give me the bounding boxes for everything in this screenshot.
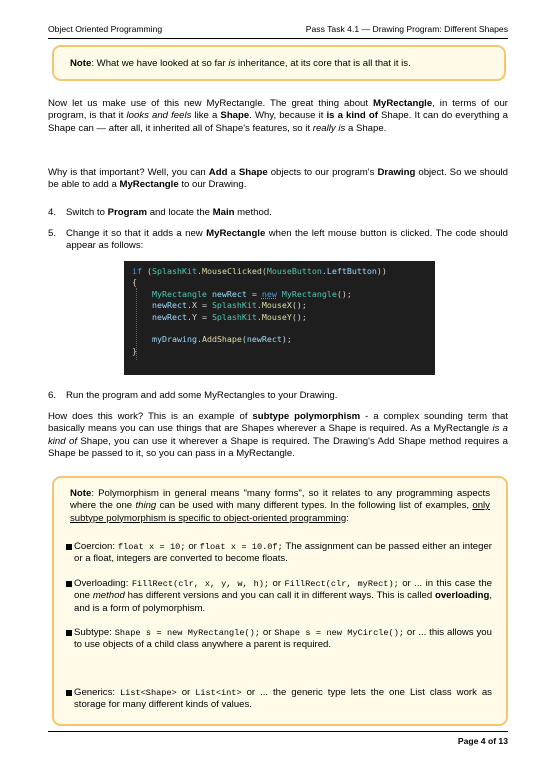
code-line-2: { — [132, 277, 137, 288]
code-line-1: if (SplashKit.MouseClicked(MouseButton.LeftButton)) — [132, 266, 387, 276]
bullet-marker — [66, 690, 72, 696]
footer-rule — [48, 731, 508, 732]
paragraph-myrectangle: Now let us make use of this new MyRectangle. The great thing about MyRectangle, in terms of our program, is that it looks and feels like a Shape. Why, because it is a kind of Shape. It can do everything a Shape can — after all, it inherited all of Shape's features, so it really is a Shape. — [48, 98, 508, 134]
note-text: Note: What we have looked at so far is inheritance, at its core that is all that it is. — [70, 58, 411, 69]
bullet-marker — [66, 581, 72, 587]
paragraph-why-important: Why is that important? Well, you can Add a Shape objects to our program's Drawing object. So we should be able to add a MyRectangle to our Drawing. — [48, 167, 509, 191]
bullet-marker — [66, 544, 72, 550]
step-text: Run the program and add some MyRectangles to your Drawing. — [66, 390, 338, 401]
code-line-7: } — [132, 345, 137, 356]
note-box-inheritance — [52, 45, 506, 81]
step-number: 6. — [48, 390, 57, 401]
paragraph-how-does-this-work: How does this work? This is an example of subtype polymorphism - a complex sounding term that basically means you can use things that are Shapes wherever a Shape is required. As a MyRectangle is a kind of Shape, you can use it wherever a Shape is required. The Drawing's Add Shape method requires a Shape be passed to it, so you can pass in a MyRectangle. — [48, 411, 508, 459]
note-intro: Note: Polymorphism in general means "many forms", so it relates to any programming aspects where the one thing can be used with many different types. In the following list of examples, only subtype polymorphism is specific to object-oriented programming: — [70, 488, 490, 524]
bullet-marker — [66, 630, 72, 636]
page-number: Page 4 of 13 — [457, 736, 508, 746]
step-number: 4. — [48, 207, 57, 218]
code-line-6: myDrawing.AddShape(newRect); — [151, 334, 292, 345]
code-line-5: newRect.Y = SplashKit.MouseY(); — [151, 311, 307, 322]
header-rule — [48, 38, 508, 39]
note-label: Note — [70, 58, 92, 69]
code-line-3: MyRectangle newRect = new MyRectangle(); — [151, 288, 352, 299]
step-text: Switch to Program and locate the Main method. — [66, 207, 272, 218]
page-header — [48, 24, 508, 38]
code-block — [124, 261, 435, 375]
code-line-blank — [132, 323, 435, 334]
step-text: Change it so that it adds a new MyRectangle when the left mouse button is clicked. The code should appear as follows: — [66, 228, 508, 252]
code-line-4: newRect.X = SplashKit.MouseX(); — [151, 300, 307, 311]
course-title: Object Oriented Programming — [48, 24, 163, 34]
note-box-polymorphism: Note: Polymorphism in general means "many forms", so it relates to any programming aspects where the one thing can be used with many different types. In the following list of examples, only subtype polymorphism is specific to object-oriented programming: Coercion: float x = 10; or float x = 10.0f; The assignment can be passed either an integer or a float, integers are converted to become floats. Overloading: FillRect(clr, x, y, w, h); or FillRect(clr, myRect); or ... in this case the one method has different versions and you can call it in different ways. This is called overloading, and is a form of polymorphism. Subtype: Shape s = new MyRectangle(); or Shape s = new MyCircle(); or ... this allows you to use objects of a child class anywhere a parent is required. Generics: List<Shape> or List<int> or ... the generic type lets the one List class work as storage for many different kinds of values. — [52, 476, 508, 726]
indent-guide — [136, 288, 137, 360]
task-title: Pass Task 4.1 — Drawing Program: Different Shapes — [305, 24, 508, 34]
step-number: 5. — [48, 228, 57, 239]
